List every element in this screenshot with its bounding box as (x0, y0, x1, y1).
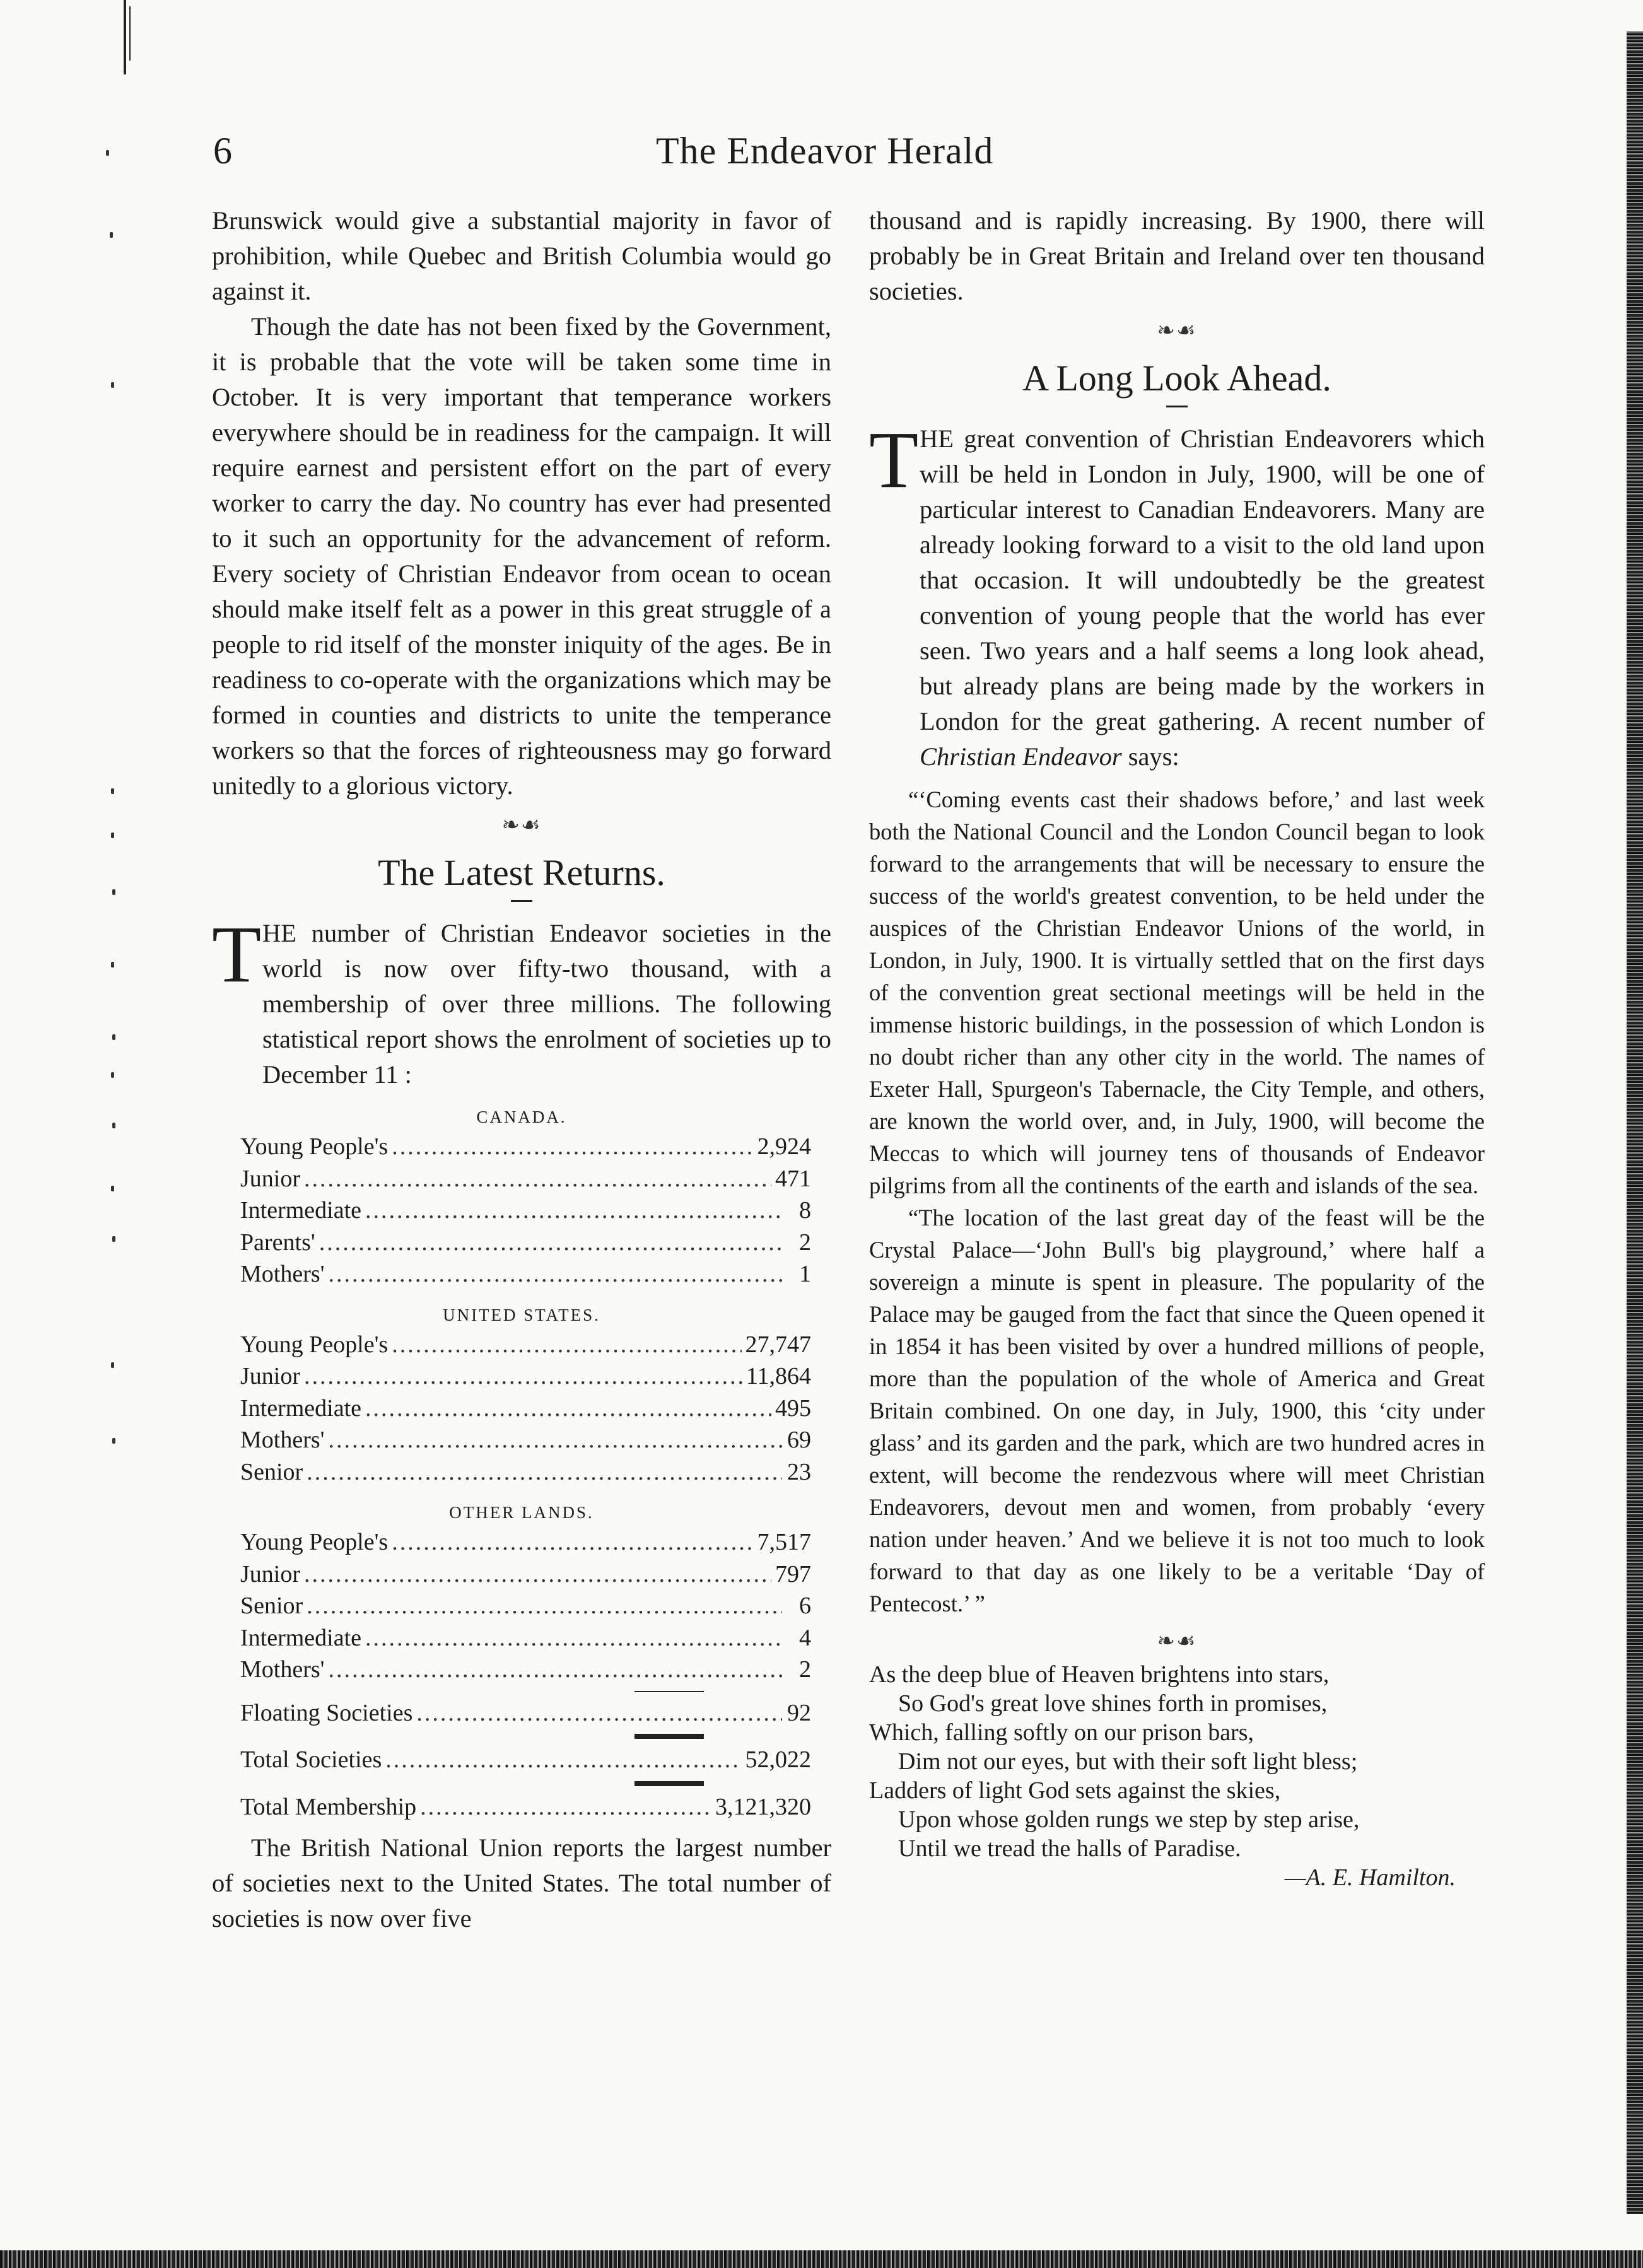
scan-edge-mark (124, 0, 126, 74)
scan-speck (111, 788, 114, 794)
total-societies-row: Total Societies ..... 52,022 (212, 1744, 831, 1776)
ornament-icon: ❧☙ (501, 814, 542, 837)
table-row: Intermediate ..... 495 (212, 1393, 831, 1425)
quote-paragraph-1: “‘Coming events cast their shadows before,’ and last week both the National Council and the London Council began to look forward to the arrangements that will be necessary to ensure the success of the world's greatest convention, to be held under the auspices of the Christian Endeavor Unions of the world, in London, in July, 1900. It is virtually settled that on the first days of the convention great sectional meetings will be held in the immense historic buildings, in the possession of which London is no doubt richer than any other city in the world. The names of Exeter Hall, Spurgeon's Tabernacle, the City Temple, and others, are known the world over, and, in July, 1900, will become the Meccas to which will journey tens of thousands of Endeavor pilgrims from all the continents of the earth and islands of the sea. (869, 786, 1485, 1198)
poem-line: As the deep blue of Heaven brightens into stars, (869, 1661, 1330, 1688)
table-row: Mothers' ..... 1 (212, 1258, 831, 1290)
dropcap-paragraph (869, 415, 1485, 775)
heading-rule (1166, 406, 1188, 407)
scan-speck (111, 1186, 114, 1191)
dropcap-paragraph (212, 909, 831, 1092)
section-heading-latest-returns: The Latest Returns. (378, 852, 665, 893)
magazine-title: Christian Endeavor (920, 742, 1122, 771)
page-number: 6 (213, 130, 233, 172)
poem-line: Until we tread the halls of Paradise. (898, 1835, 1241, 1862)
statistics-table (212, 1108, 831, 1823)
table-row: Senior ..... 23 (212, 1456, 831, 1488)
total-rule (634, 1691, 704, 1692)
table-row: Junior ..... 797 (212, 1558, 831, 1591)
table-row: Mothers' ..... 2 (212, 1654, 831, 1686)
poem-signature: —A. E. Hamilton. (1284, 1864, 1456, 1891)
poem-line: Dim not our eyes, but with their soft light bless; (898, 1748, 1358, 1775)
floating-societies-row: Floating Societies ..... 92 (212, 1697, 831, 1729)
poem-line: Which, falling softly on our prison bars, (869, 1719, 1254, 1746)
table-row: Junior ..... 11,864 (212, 1360, 831, 1393)
table-caption-united-states: UNITED STATES. (443, 1305, 600, 1324)
scan-speck (112, 1034, 115, 1040)
scan-speck (111, 962, 114, 967)
poem-line: So God's great love shines forth in promises, (898, 1690, 1328, 1717)
table-row: Mothers' ..... 69 (212, 1424, 831, 1456)
running-title: The Endeavor Herald (656, 130, 994, 172)
long-look-intro: HE great convention of Christian Endeavorers which will be held in London in July, 1900, will be one of particular interest to Canadian Endeavorers. Many are already looking forward to a visit to the old land upon that occasion. It will undoubtedly be the greatest convention of young people that the world has ever seen. Two years and a half seems a long look ahead, but already plans are being made by the workers in London for the great gathering. A recent number of Christian Endeavor says: (920, 424, 1485, 771)
poem-line: Upon whose golden rungs we step by step arise, (898, 1806, 1360, 1833)
total-membership-row: Total Membership ..... 3,121,320 (212, 1791, 831, 1823)
left-column (212, 203, 831, 1936)
closing-paragraph: The British National Union reports the largest number of societies next to the United States. The total number of societies is now over five (212, 1833, 831, 1932)
scan-speck (110, 232, 113, 238)
table-caption-canada: CANADA. (476, 1108, 567, 1126)
table-row: Young People's ..... 27,747 (212, 1329, 831, 1361)
quoted-article (869, 783, 1485, 1620)
table-row: Junior ..... 471 (212, 1163, 831, 1195)
table-row: Senior ..... 6 (212, 1590, 831, 1622)
table-row: Intermediate ..... 4 (212, 1622, 831, 1654)
total-rule (634, 1734, 704, 1739)
heading-rule (511, 900, 532, 902)
scan-edge-mark (129, 6, 131, 61)
scan-right-edge (1627, 32, 1643, 2214)
poem-line: Ladders of light God sets against the skies, (869, 1777, 1281, 1804)
table-caption-other-lands: OTHER LANDS. (449, 1503, 594, 1522)
dropcap: T (212, 909, 262, 999)
temperance-paragraph: Though the date has not been fixed by the Government, it is probable that the vote will be taken some time in October. It is very important that temperance workers everywhere should be in readiness for the campaign. It will require earnest and persistent effort on the part of every worker to carry the day. No country has ever had presented to it such an opportunity for the advancement of reform. Every society of Christian Endeavor from ocean to ocean should make itself felt as a power in this great struggle of a people to rid itself of the monster iniquity of the ages. Be in readiness to co-operate with the organizations which may be formed in counties and districts to unite the temperance workers so that the forces of righteousness may go forward unitedly to a glorious victory. (212, 312, 831, 800)
ornament-icon: ❧☙ (1157, 1630, 1197, 1653)
right-column (869, 203, 1485, 1892)
scan-speck (112, 1438, 115, 1444)
scan-speck (106, 150, 109, 156)
scan-speck (112, 889, 115, 895)
scan-speck (111, 833, 114, 838)
table-row: Young People's ..... 7,517 (212, 1526, 831, 1558)
scan-speck (111, 1362, 114, 1368)
poem (869, 1660, 1485, 1892)
scan-speck (112, 1123, 115, 1128)
ornament-icon: ❧☙ (1157, 319, 1197, 342)
dropcap: T (869, 415, 919, 505)
table-row: Young People's ..... 2,924 (212, 1131, 831, 1163)
section-heading-long-look-ahead: A Long Look Ahead. (1022, 358, 1331, 399)
latest-returns-intro: HE number of Christian Endeavor societies in the world is now over fifty-two thousand, with a membership of over three millions. The following statistical report shows the enrolment of societies up to December 11 : (262, 919, 831, 1089)
quote-paragraph-2: “The location of the last great day of the feast will be the Crystal Palace—‘John Bull's big playground,’ where half a sovereign a minute is spent in pleasure. The popularity of the Palace may be gauged from the fact that since the Queen opened it in 1854 it has been visited by over a hundred millions of people, more than the population of the whole of America and Great Britain combined. On one day, in July, 1900, this ‘city under glass’ and its garden and the park, which are two hundred acres in extent, will become the rendezvous where will meet Christian Endeavorers, devout men and women, from probably ‘every nation under heaven.’ And we believe it is not too much to look forward to that day as one likely to be a veritable ‘Day of Pentecost.’ ” (869, 1205, 1485, 1616)
scan-speck (112, 1236, 115, 1242)
scan-speck (111, 1072, 114, 1078)
intro-paragraph: Brunswick would give a substantial majority in favor of prohibition, while Quebec and British Columbia would go against it. (212, 206, 831, 305)
table-row: Intermediate ..... 8 (212, 1195, 831, 1227)
table-row: Parents' ..... 2 (212, 1227, 831, 1259)
scan-speck (111, 382, 114, 388)
continued-paragraph: thousand and is rapidly increasing. By 1900, there will probably be in Great Britain and Ireland over ten thousand societies. (869, 206, 1485, 305)
scan-bottom-edge (0, 2250, 1643, 2268)
total-rule (634, 1781, 704, 1786)
